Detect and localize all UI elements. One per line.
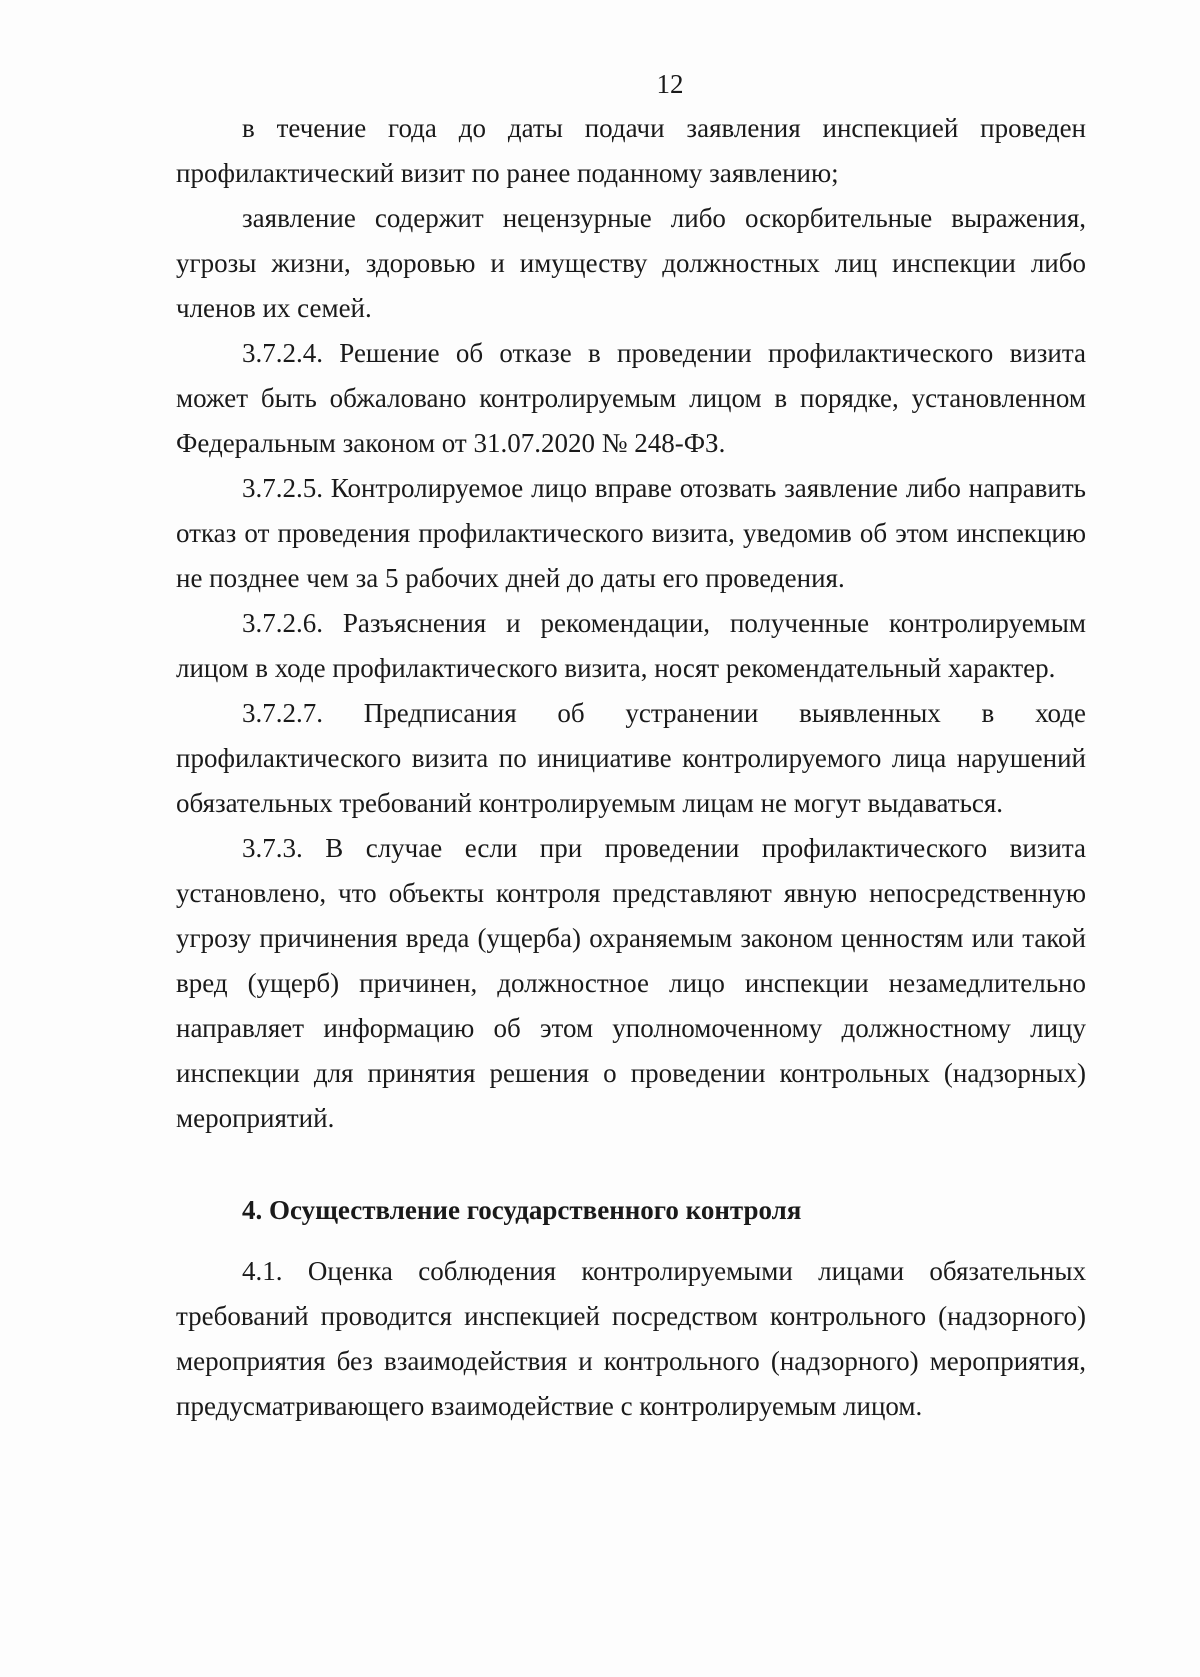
paragraph-3-7-2-6: 3.7.2.6. Разъяснения и рекомендации, полученные контролируемым лицом в ходе профилактического визита, носят рекомендательный характер. — [176, 608, 1086, 683]
paragraph-3-7-2-7: 3.7.2.7. Предписания об устранении выявленных в ходе профилактического визита по инициативе контролируемого лица нарушений обязательных требований контролируемым лицам не могут выдаваться. — [176, 698, 1086, 818]
paragraph-condition-previous-visit: в течение года до даты подачи заявления инспекцией проведен профилактический визит по ранее поданному заявлению; — [176, 113, 1086, 188]
document-body — [176, 106, 1086, 1429]
section-heading: 4. Осуществление государственного контроля — [242, 1195, 802, 1225]
page-number: 12 — [656, 69, 684, 99]
paragraph-3-7-3: 3.7.3. В случае если при проведении профилактического визита установлено, что объекты контроля представляют явную непосредственную угрозу причинения вреда (ущерба) охраняемым законом ценностям или такой вред (ущерб) причинен, должностное лицо инспекции незамедлительно направляет информацию об этом уполномоченному должностному лицу инспекции для принятия решения о проведении контрольных (надзорных) мероприятий. — [176, 833, 1086, 1133]
paragraph-condition-offensive-content: заявление содержит нецензурные либо оскорбительные выражения, угрозы жизни, здоровью и имуществу должностных лиц инспекции либо членов их семей. — [176, 203, 1086, 323]
paragraph-4-1: 4.1. Оценка соблюдения контролируемыми лицами обязательных требований проводится инспекцией посредством контрольного (надзорного) мероприятия без взаимодействия и контрольного (надзорного) мероприятия, предусматривающего взаимодействие с контролируемым лицом. — [176, 1256, 1086, 1421]
paragraph-3-7-2-5: 3.7.2.5. Контролируемое лицо вправе отозвать заявление либо направить отказ от проведения профилактического визита, уведомив об этом инспекцию не позднее чем за 5 рабочих дней до даты его проведения. — [176, 473, 1086, 593]
paragraph-3-7-2-4: 3.7.2.4. Решение об отказе в проведении профилактического визита может быть обжаловано контролируемым лицом в порядке, установленном Федеральным законом от 31.07.2020 № 248-ФЗ. — [176, 338, 1086, 458]
